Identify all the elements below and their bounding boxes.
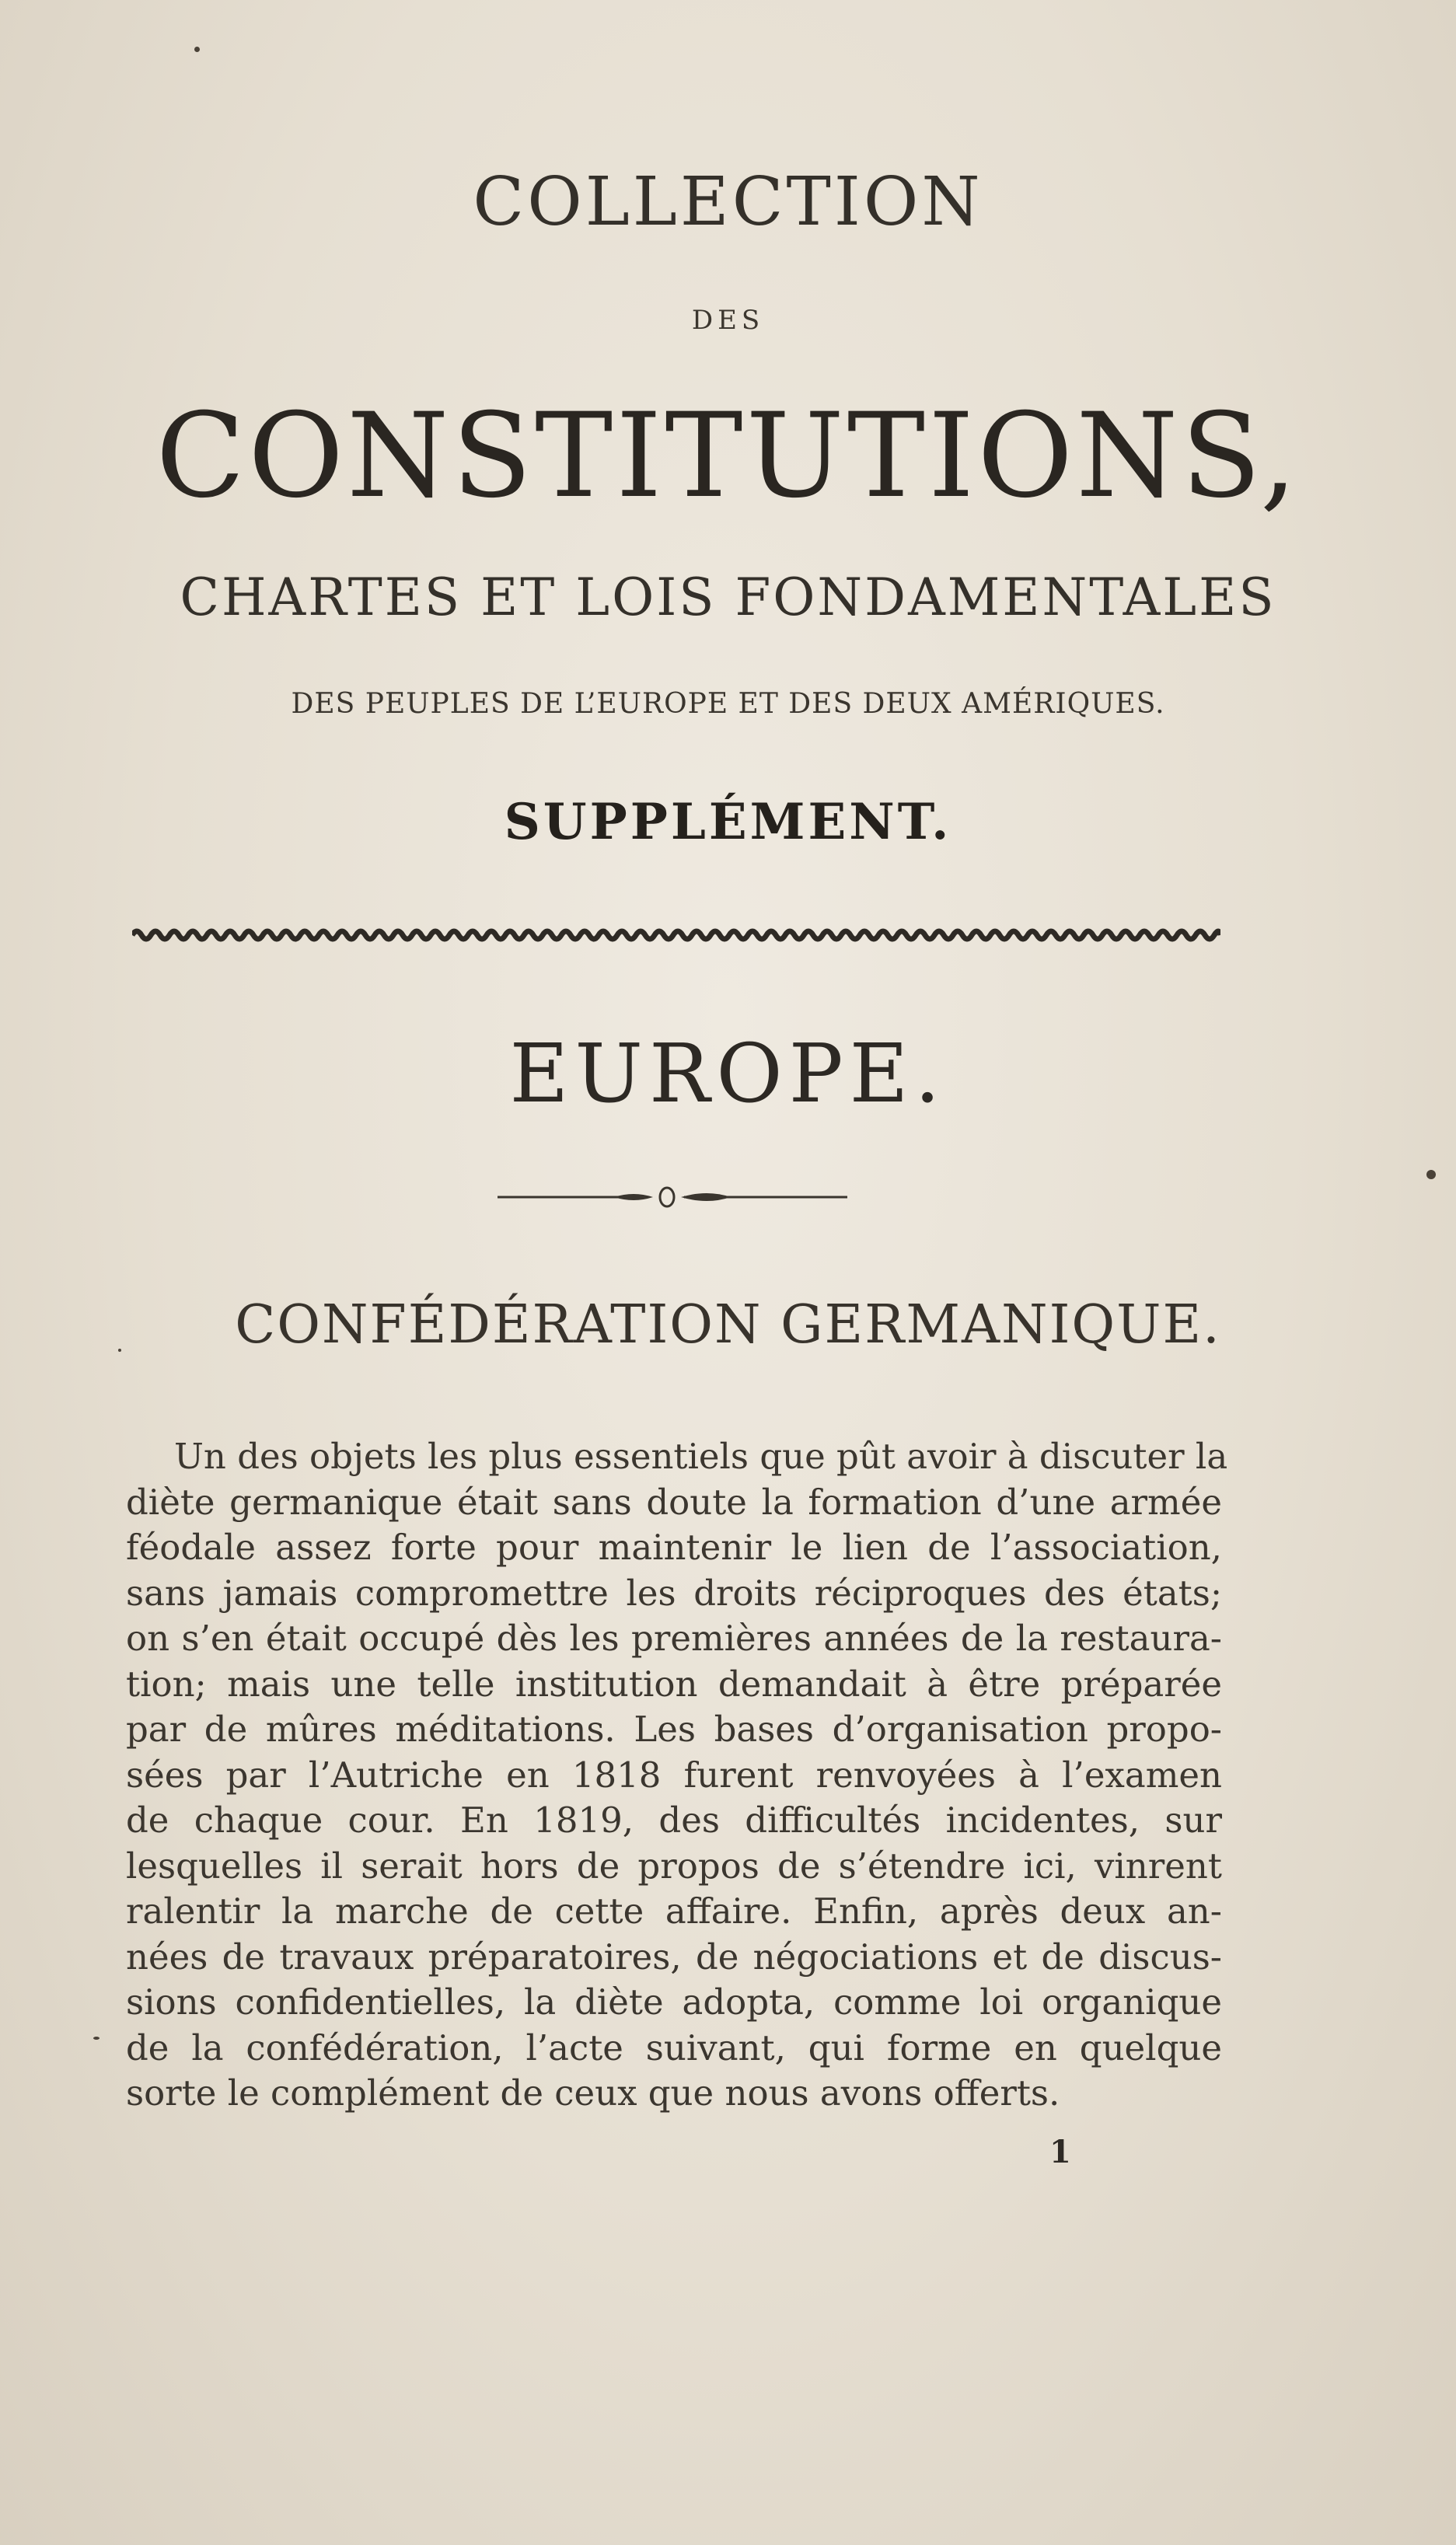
paragraph-line: diète germanique était sans doute la formation d’une armée (126, 1481, 1222, 1523)
paragraph-line: on s’en était occupé dès les premières années de la restaura- (126, 1618, 1222, 1659)
body-paragraph (126, 1434, 1228, 2117)
paragraph-line: sées par l’Autriche en 1818 furent renvoyées à l’examen (126, 1754, 1222, 1796)
paragraph-line: nées de travaux préparatoires, de négociations et de discus- (126, 1936, 1222, 1978)
section-subheading-confederation: CONFÉDÉRATION GERMANIQUE. (235, 1294, 1221, 1356)
title-des: DES (691, 305, 765, 336)
title-constitutions: CONSTITUTIONS, (155, 389, 1301, 524)
page-number: 1 (1049, 2134, 1071, 2170)
section-heading-europe: EUROPE. (509, 1026, 947, 1121)
paragraph-line: lesquelles il serait hors de propos de s’étendre ici, vinrent (126, 1845, 1222, 1887)
paragraph-line: par de mûres méditations. Les bases d’organisation propo- (126, 1709, 1222, 1750)
title-chartes: CHARTES ET LOIS FONDAMENTALES (180, 567, 1276, 627)
paragraph-line: sions confidentielles, la diète adopta, comme loi organique (126, 1981, 1222, 2023)
title-collection: COLLECTION (473, 163, 983, 241)
paper-speck (93, 2037, 100, 2040)
title-peuples: DES PEUPLES DE L’EUROPE ET DES DEUX AMÉRIQUES. (291, 688, 1165, 720)
paragraph-line: sorte le complément de ceux que nous avons offerts. (126, 2072, 1060, 2114)
paragraph-line: tion; mais une telle institution demandait à être préparée (126, 1663, 1222, 1705)
paragraph-line: Un des objets les plus essentiels que pût avoir à discuter la (174, 1436, 1228, 1477)
paragraph-line: ralentir la marche de cette affaire. Enfin, après deux an- (126, 1890, 1222, 1932)
paper-speck (194, 47, 200, 52)
paragraph-line: sans jamais compromettre les droits réciproques des états; (126, 1572, 1222, 1614)
title-supplement: SUPPLÉMENT. (504, 793, 952, 851)
paragraph-line: féodale assez forte pour maintenir le lien de l’association, (126, 1527, 1222, 1568)
paper-speck (118, 1349, 121, 1352)
ornamental-divider (498, 1182, 847, 1213)
paragraph-line: de la confédération, l’acte suivant, qui forme en quelque (126, 2027, 1222, 2068)
paper-speck (1426, 1170, 1436, 1179)
wavy-rule-divider (132, 925, 1220, 945)
paragraph-line: de chaque cour. En 1819, des difficultés incidentes, sur (126, 1800, 1222, 1841)
